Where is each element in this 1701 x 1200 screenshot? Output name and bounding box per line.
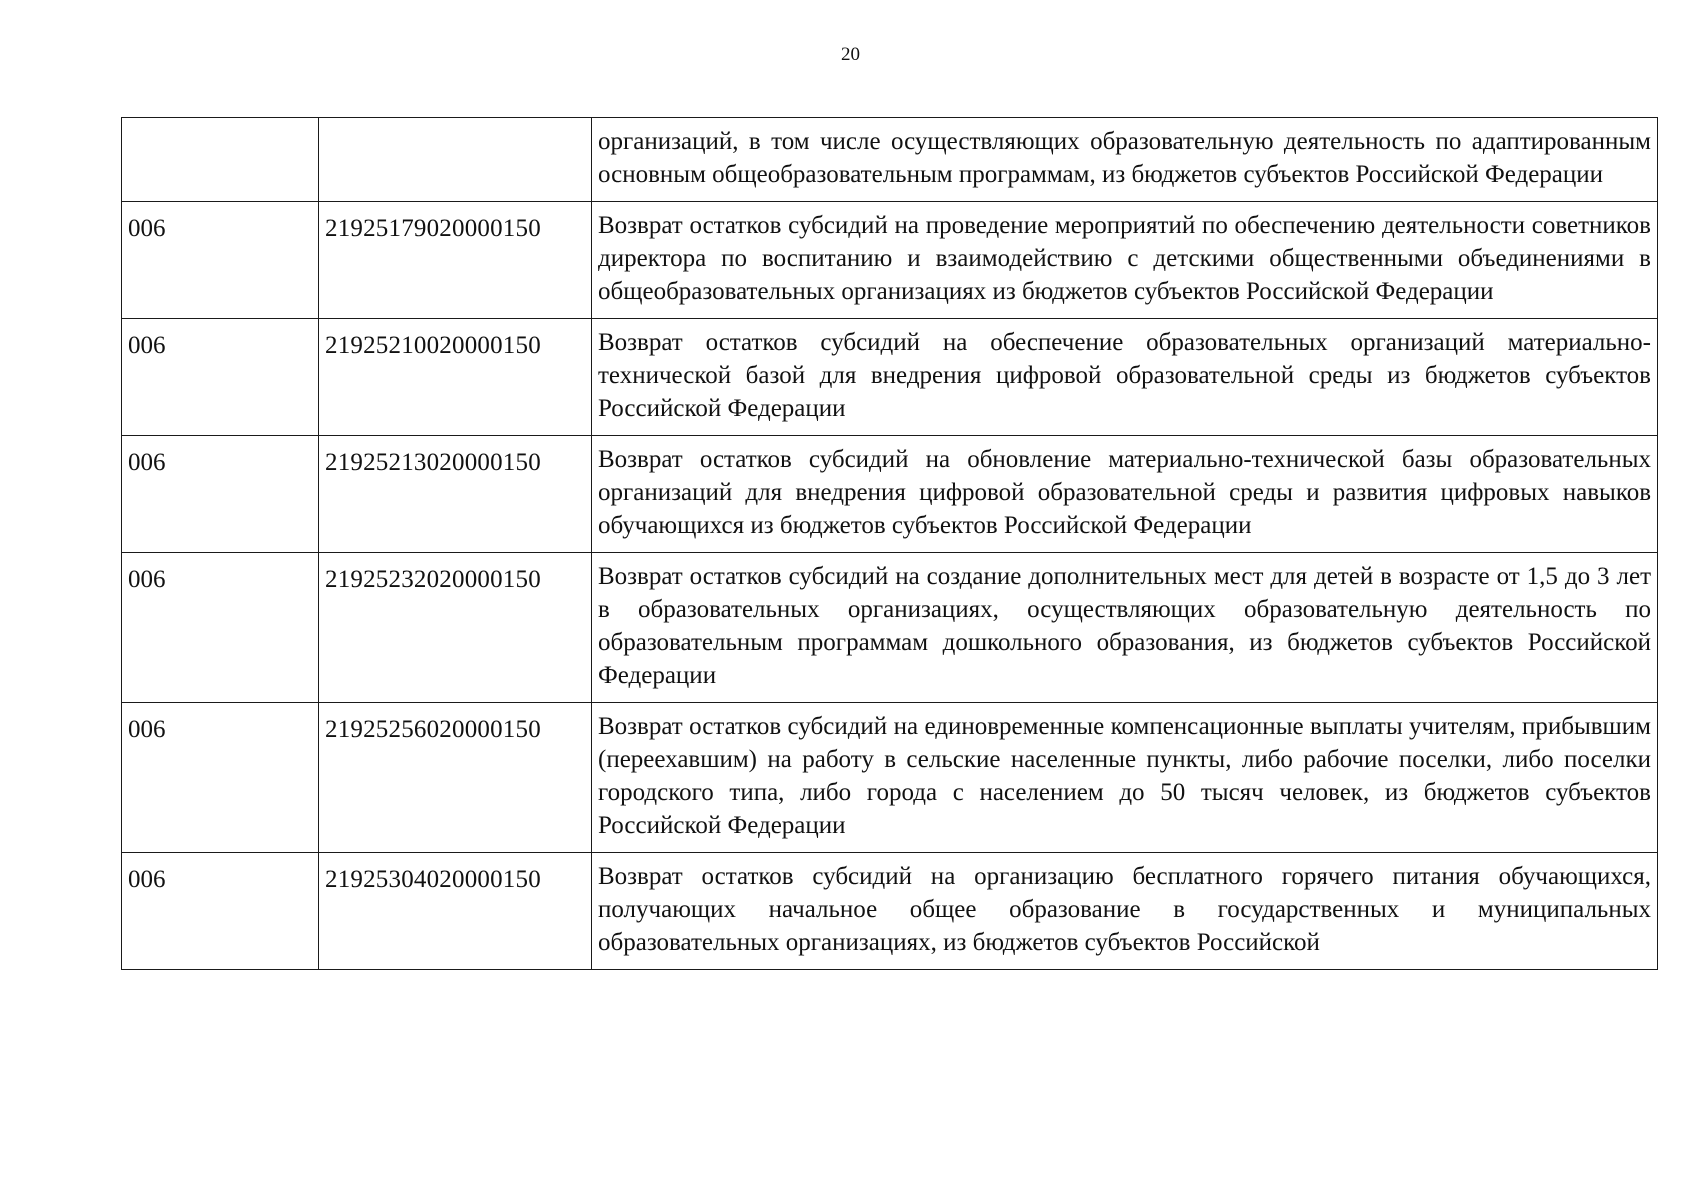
description-cell: Возврат остатков субсидий на единовременные компенсационные выплаты учителям, прибывшим (переехавшим) на работу в сельские населенные пункты, либо рабочие поселки, либо поселки городского типа, либо города с населением до 50 тысяч человек, из бюджетов субъектов Российской Федерации (592, 703, 1658, 853)
admin-code-cell: 006 (122, 436, 319, 553)
income-code-cell (319, 118, 592, 202)
description-cell: Возврат остатков субсидий на организацию бесплатного горячего питания обучающихся, получающих начальное общее образование в государственных и муниципальных образовательных организациях, из бюджетов субъектов Российской (592, 853, 1658, 970)
admin-code-cell (122, 118, 319, 202)
admin-code-cell: 006 (122, 553, 319, 703)
table-row (122, 319, 1658, 436)
table-row (122, 853, 1658, 970)
table-row (122, 553, 1658, 703)
table-row (122, 436, 1658, 553)
income-code-cell: 21925213020000150 (319, 436, 592, 553)
table-row (122, 703, 1658, 853)
admin-code-cell: 006 (122, 703, 319, 853)
income-codes-table (121, 117, 1658, 970)
description-cell: Возврат остатков субсидий на обеспечение образовательных организаций материально-технической базой для внедрения цифровой образовательной среды из бюджетов субъектов Российской Федерации (592, 319, 1658, 436)
table-row (122, 202, 1658, 319)
description-cell: Возврат остатков субсидий на проведение мероприятий по обеспечению деятельности советников директора по воспитанию и взаимодействию с детскими общественными объединениями в общеобразовательных организациях из бюджетов субъектов Российской Федерации (592, 202, 1658, 319)
description-cell: Возврат остатков субсидий на обновление материально-технической базы образовательных организаций для внедрения цифровой образовательной среды и развития цифровых навыков обучающихся из бюджетов субъектов Российской Федерации (592, 436, 1658, 553)
description-cell: Возврат остатков субсидий на создание дополнительных мест для детей в возрасте от 1,5 до 3 лет в образовательных организациях, осуществляющих образовательную деятельность по образовательным программам дошкольного образования, из бюджетов субъектов Российской Федерации (592, 553, 1658, 703)
admin-code-cell: 006 (122, 319, 319, 436)
admin-code-cell: 006 (122, 853, 319, 970)
income-code-cell: 21925232020000150 (319, 553, 592, 703)
income-code-cell: 21925179020000150 (319, 202, 592, 319)
description-cell: организаций, в том числе осуществляющих образовательную деятельность по адаптированным основным общеобразовательным программам, из бюджетов субъектов Российской Федерации (592, 118, 1658, 202)
admin-code-cell: 006 (122, 202, 319, 319)
table-row (122, 118, 1658, 202)
page-number: 20 (841, 44, 860, 65)
income-code-cell: 21925304020000150 (319, 853, 592, 970)
income-code-cell: 21925210020000150 (319, 319, 592, 436)
income-code-cell: 21925256020000150 (319, 703, 592, 853)
